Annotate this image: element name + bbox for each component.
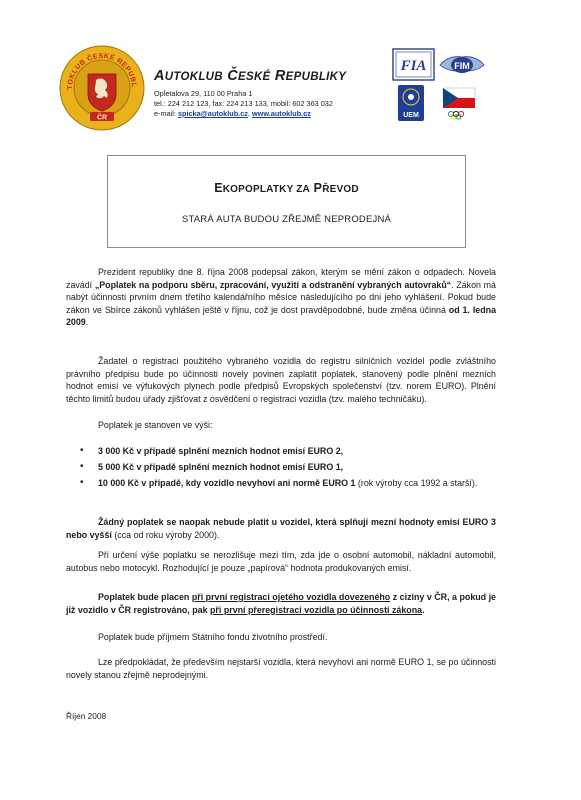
fia-badge [392, 48, 435, 81]
address-line: Opletalova 29, 110 00 Praha 1 [154, 89, 253, 98]
paragraph-intro: Prezident republiky dne 8. října 2008 podepsal zákon, kterým se mění zákon o odpadech. Novela zavádí „Poplatek na podporu sběru, zpracování, využití a odstranění vybraných autovraků“. Zákon má nabýt účinnosti prvním dnem třetího kalendářního měsíce následujícího po dni jeho vyhlášení. Pokud bude zákon ve Sbírce zákonů vyhlášen ještě v říjnu, což je dost pravděpodobné, bude změna účinná od 1. ledna 2009. [66, 267, 496, 328]
svg-text:ČR: ČR [96, 114, 108, 122]
paragraph-vehicle-types: Při určení výše poplatku se nerozlišuje mezi tím, zda jde o osobní automobil, nákladní automobil, autobus nebo motocykl. Rozhodující je pouze „papírová“ hodnota produkovaných emisí. [66, 550, 496, 573]
uem-badge-text: UEM [403, 112, 419, 119]
list-item: • 5 000 Kč v případě splnění mezních hodnot emisí EURO 1, [66, 461, 496, 474]
fim-badge [438, 50, 486, 80]
document-subtitle: STARÁ AUTA BUDOU ZŘEJMĚ NEPRODEJNÁ [181, 214, 392, 225]
contact-line: e-mail: spicka@autoklub.cz, www.autoklub.cz [154, 109, 311, 118]
uem-badge [397, 84, 425, 122]
svg-text:AUTOKLUB ČESKÉ REPUBLIKY: TOKLUB ČESKÉ REPUBL [66, 52, 138, 90]
fia-badge-text: FIA [400, 58, 427, 74]
document-title: EKOPOPLATKY ZA PŘEVOD [214, 181, 359, 195]
paragraph-fee-intro: Poplatek je stanoven ve výši: [98, 420, 213, 430]
list-item: • 10 000 Kč v případě, kdy vozidlo nevyhoví ani normě EURO 1 (rok výroby cca 1992 a starší). [66, 477, 496, 490]
email-link[interactable]: spicka@autoklub.cz [177, 109, 248, 118]
paragraph-fund: Poplatek bude příjmem Státního fondu životního prostředí. [98, 632, 328, 642]
document-date: Říjen 2008 [66, 711, 107, 721]
autoklub-logo [58, 44, 146, 132]
title-box [107, 155, 466, 248]
paragraph-no-fee: Žádný poplatek se naopak nebude platit u vozidel, která splňují mezní hodnoty emisí EURO 3 nebo vyšší (cca od roku výroby 2000). [66, 517, 496, 540]
list-item: • 3 000 Kč v případě splnění mezních hodnot emisí EURO 2, [66, 445, 496, 458]
paragraph-registration: Žadatel o registraci použitého vybraného vozidla do registru silničních vozidel podle zvláštního právního předpisu bude po účinnosti novely povinen zaplatit poplatek, stanovený podle plnění mezních hodnot emisí ve výfukových plynech podle předpisů Evropských společenství (tzv. norem EURO). Plnění těchto limitů budou úřady zjišťovat z osvědčení o registraci vozidla (tzv. malého techničáku). [66, 356, 496, 404]
phone-line: tel.: 224 212 123, fax: 224 213 133, mobil: 602 363 032 [154, 99, 333, 108]
czech-olympic-badge [441, 86, 477, 120]
paragraph-payment: Poplatek bude placen při první registraci ojetého vozidla dovezeného z ciziny v ČR, a pokud je již vozidlo v ČR registrováno, pak při první přeregistraci vozidla po účinnosti zákona. [66, 592, 496, 615]
fim-badge-text: FIM [454, 61, 470, 71]
email-label: e-mail: [154, 109, 176, 118]
paragraph-conclusion: Lze předpokládat, že především nejstarší vozidla, která nevyhoví ani normě EURO 1, se po účinnosti novely stanou zřejmě neprodejnými. [66, 657, 496, 680]
website-link[interactable]: www.autoklub.cz [251, 109, 311, 118]
fee-list [66, 445, 496, 493]
organization-name: AUTOKLUB ČESKÉ REPUBLIKY [154, 68, 347, 84]
